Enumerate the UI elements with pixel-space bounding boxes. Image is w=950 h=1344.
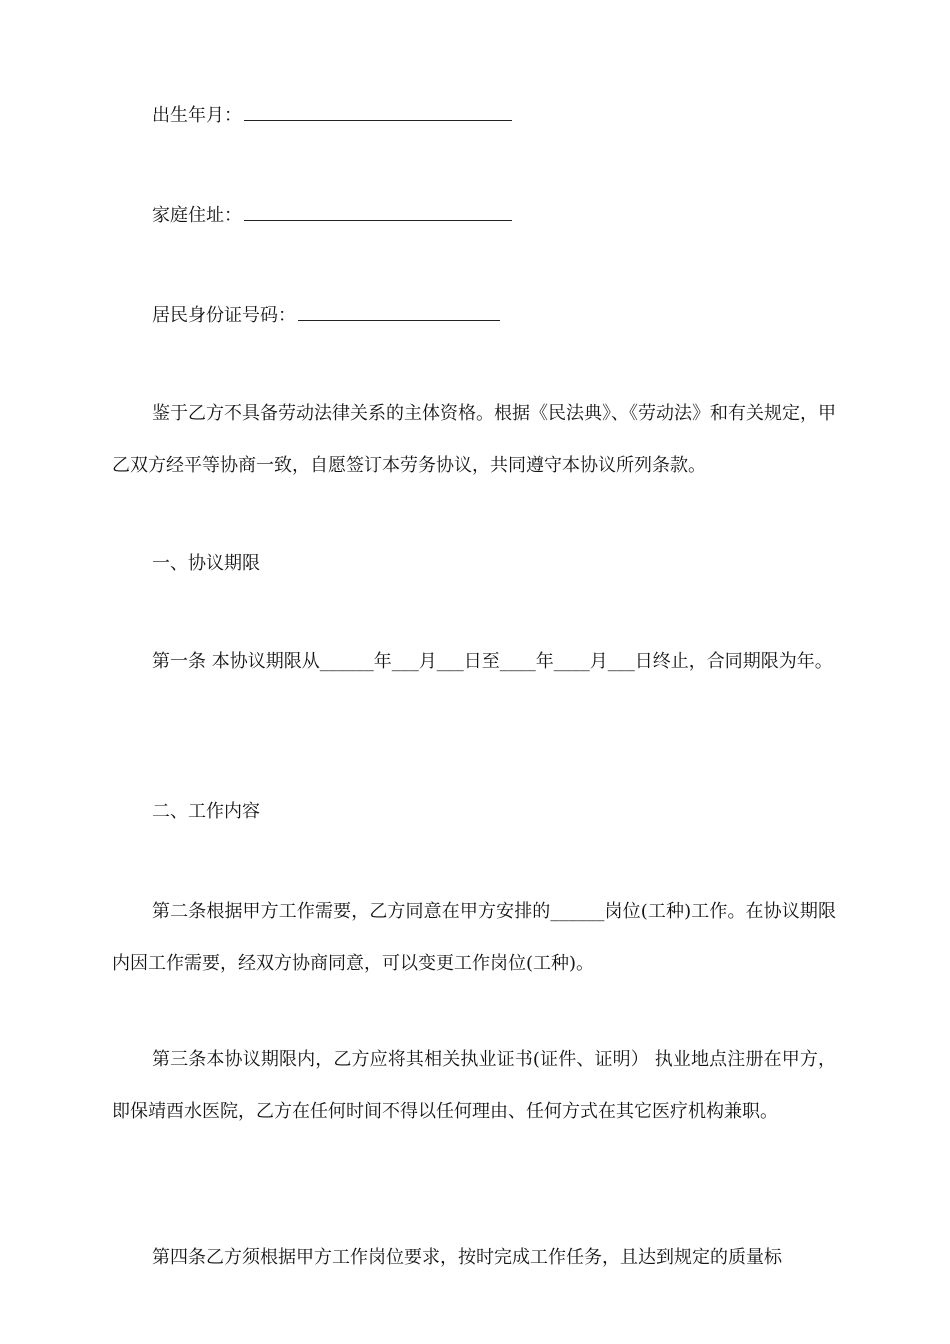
section-2-heading: 二、工作内容 [152, 801, 260, 822]
section-1-heading: 一、协议期限 [152, 553, 260, 574]
article-1-paragraph: 第一条 本协议期限从______年___月___日至____年____月___日终止，合同期限为年。 [152, 651, 833, 672]
home-address-blank-line [244, 205, 512, 221]
id-number-blank-line [298, 305, 500, 321]
article-4-paragraph: 第四条乙方须根据甲方工作岗位要求，按时完成工作任务，且达到规定的质量标 [152, 1247, 782, 1268]
id-number-field [152, 304, 500, 328]
article-2-paragraph: 第二条根据甲方工作需要，乙方同意在甲方安排的______岗位(工种)工作。在协议期限内因工作需要，经双方协商同意，可以变更工作岗位(工种)。 [112, 901, 836, 974]
birth-date-label: 出生年月： [152, 105, 242, 126]
birth-date-field [152, 104, 512, 128]
id-number-label: 居民身份证号码： [152, 305, 296, 326]
home-address-field [152, 204, 512, 228]
article-3-paragraph: 第三条本协议期限内，乙方应将其相关执业证书(证件、证明） 执业地点注册在甲方，即保靖酉水医院，乙方在任何时间不得以任何理由、任何方式在其它医疗机构兼职。 [112, 1049, 836, 1122]
home-address-label: 家庭住址： [152, 205, 242, 226]
birth-date-blank-line [244, 105, 512, 121]
intro-paragraph: 鉴于乙方不具备劳动法律关系的主体资格。根据《民法典》、《劳动法》和有关规定，甲乙双方经平等协商一致，自愿签订本劳务协议，共同遵守本协议所列条款。 [112, 403, 836, 476]
